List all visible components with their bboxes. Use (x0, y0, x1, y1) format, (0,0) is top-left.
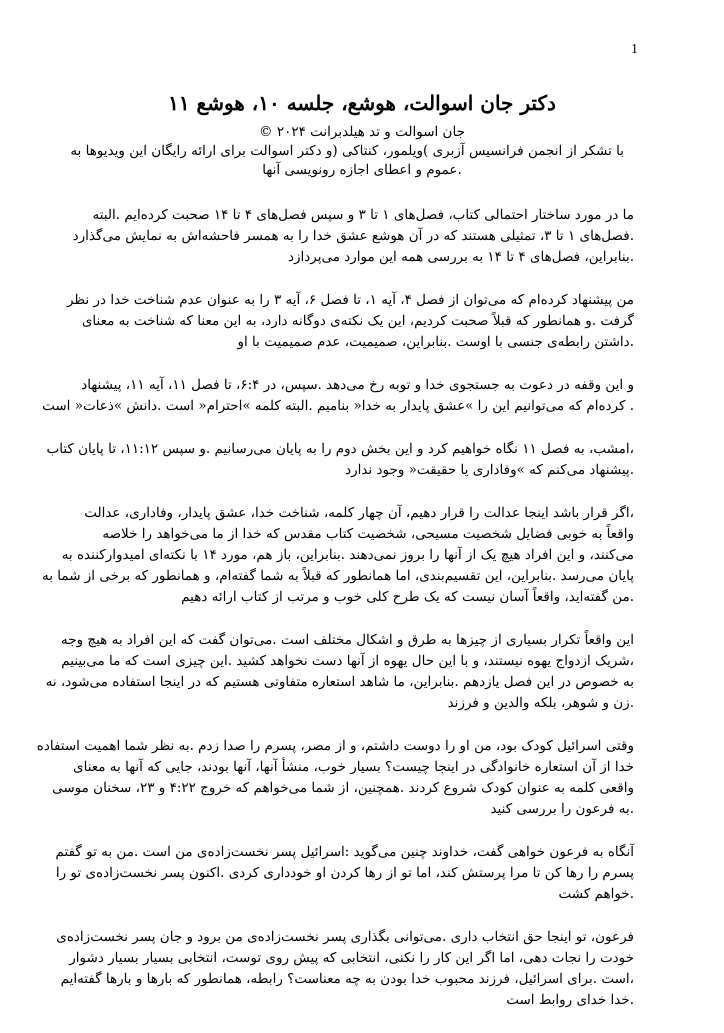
text-line: ،است .برای اسرائیل، فرزند محبوب خدا بودن به چه معناست؟ رابطه، همانطور که بارها و بارها گفته‌ایم (60, 971, 634, 987)
text-line: واقعی کلمه به عنوان کودک شروع کردند .همچنین، از شما می‌خواهم که خروج ۴:۲۲ و ۲۳، سخنان موسی (52, 780, 634, 796)
paragraph (45, 630, 634, 714)
text-line: .فصل‌های ۱ تا ۳، تمثیلی هستند که در آن هوشع عشق خدا را به همسر فاحشه‌اش به نمایش می‌گذارد (72, 228, 634, 244)
paragraph (42, 375, 634, 417)
text-line: پایان می‌رسد .بنابراین، این تقسیم‌بندی، اما همانطور که قبلاً به شما گفته‌ام، و همانطور که برخی از شما به (41, 568, 634, 584)
text-line: وقتی اسرائیل کودک بود، من او را دوست داشتم، و از مصر، پسرم را صدا زدم .به نظر شما اهمیت استفاده (36, 738, 634, 754)
text-line: .داشتن رابطه‌ی جنسی با اوست .بنابراین، صمیمیت، عدم صمیمیت با او (237, 334, 634, 350)
text-line: و این وقفه در دعوت به جستجوی خدا و توبه رخ می‌دهد .سپس، در ۶:۴، تا فصل ۱۱، آیه ۱۱، پیشنهاد (81, 377, 634, 393)
text-line: ،شریک ازدواج یهوه نیستند، و با این حال یهوه از آنها دست نخواهد کشید .این چیزی است که ما می‌بینیم (61, 653, 634, 669)
text-line: خودت را نجات دهی، اما اگر این کار را نکنی، انتخابی که پیش روی توست، انتخابی بسیار بسیار دشوار (69, 950, 634, 966)
text-line: فرعون، تو اینجا حق انتخاب داری .می‌توانی بگذاری پسر نخست‌زاده‌ی من برود و جان پسر نخست‌زاده‌ی (56, 929, 634, 945)
acknowledgement-line: با تشکر از انجمن فرانسیس آزبری )ویلمور، کنتاکی (و دکتر اسوالت برای ارائه رایگان این ویدیوها به (70, 143, 624, 159)
acknowledgement-line: .عموم و اعطای اجازه رونویسی آنها (262, 162, 462, 178)
text-line: .پیشنهاد می‌کنم که »وفاداری یا حقیقت« وجود ندارد (345, 462, 634, 478)
copyright-line: جان اسوالت و تد هیلدبرانت ۲۰۲۴ © (259, 124, 465, 140)
text-line: آنگاه به فرعون خواهی گفت، خداوند چنین می‌گوید :اسرائیل پسر نخست‌زاده‌ی من است .من به تو گفتم (55, 844, 634, 860)
paragraph (66, 290, 634, 353)
text-line: . کرده‌ام که می‌توانیم این را »عشق پایدار به خدا« بنامیم .البته کلمه »احترام« است .دانش »ذعات« است (42, 398, 634, 414)
document-title: دکتر جان اسوالت، هوشع، جلسه ۱۰، هوشع ۱۱ (168, 91, 556, 115)
text-line: می‌کنند، و این افراد هیچ یک از آنها را بروز نمی‌دهند .بنابراین، باز هم، مورد ۱۴ با نکته‌ای امیدوارکننده به (61, 547, 634, 563)
text-line: .خدا خدای روابط است (506, 992, 634, 1008)
document-body (36, 205, 634, 1033)
text-line: خدا از آن استعاره خانوادگی در اینجا چیست؟ بسیار خوب، منشأ آنها، آنها بودند، جایی که آنها به معنای (73, 759, 634, 775)
paragraph (36, 736, 634, 820)
paragraph (72, 205, 634, 268)
document-meta (70, 123, 624, 180)
text-line: .زن و شوهر، بلکه والدین و فرزند (447, 695, 634, 711)
text-line: .من گفته‌اید، واقعاً آسان نیست که یک طرح کلی خوب و مرتب از کتاب ارائه دهیم (181, 589, 634, 605)
text-line: واقعاً به خوبی فضایل شخصیت مسیحی، شخصیت کتاب مقدس که خدا از ما می‌خواهد را خلاصه (102, 526, 634, 542)
text-line: گرفت .و همانطور که قبلاً صحبت کردیم، این یک نکته‌ی دوگانه دارد، به این معنا که شناخت به معنای (81, 313, 634, 329)
paragraph (56, 927, 634, 1011)
text-line: ،امشب، به فصل ۱۱ نگاه خواهیم کرد و این بخش دوم را به پایان می‌رسانیم .و سپس ۱۱:۱۲، تا پایان کتاب (46, 441, 634, 457)
page-number: 1 (631, 42, 638, 57)
text-line: این واقعاً تکرار بسیاری از چیزها به طرق و اشکال مختلف است .می‌توان گفت که این افراد به هیچ وجه (61, 632, 634, 648)
text-line: ما در مورد ساختار احتمالی کتاب، فصل‌های ۱ تا ۳ و سپس فصل‌های ۴ تا ۱۴ صحبت کرده‌ایم .البته (92, 207, 634, 223)
paragraph (41, 503, 634, 608)
text-line: من پیشنهاد کرده‌ام که می‌توان از فصل ۴، آیه ۱، تا فصل ۶، آیه ۳ را به عنوان عدم شناخت خدا در نظر (66, 292, 634, 308)
text-line: .به فرعون را بررسی کنید (490, 801, 634, 817)
text-line: .بنابراین، فصل‌های ۴ تا ۱۴ به بررسی همه این موارد می‌پردازد (287, 249, 634, 265)
paragraph (55, 842, 634, 905)
text-line: به خصوص در این فصل یازدهم .بنابراین، ما شاهد استعاره متفاوتی هستیم که در اینجا استفاده می‌شود، نه (45, 674, 634, 690)
text-line: .خواهم کشت (558, 886, 634, 902)
paragraph (46, 439, 634, 481)
text-line: ،اگر قرار باشد اینجا عدالت را قرار دهیم، آن چهار کلمه، شناخت خدا، عشق پایدار، وفاداری، عدالت (84, 505, 634, 521)
text-line: پسرم را رها کن تا مرا پرستش کند، اما تو از رها کردن او خودداری کردی .اکنون پسر نخست‌زاده‌ی تو را (55, 865, 634, 881)
